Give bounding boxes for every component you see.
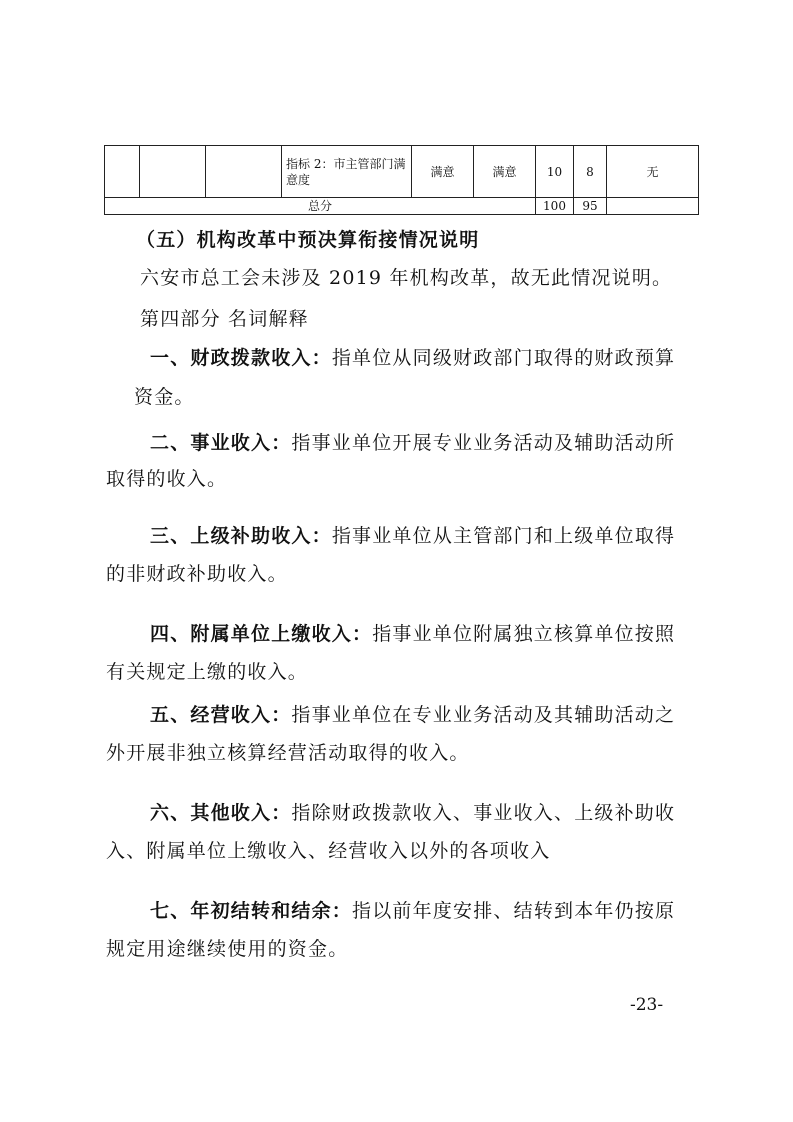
term-definition: 指单位从同级财政部门取得的财政预算: [331, 347, 676, 369]
note-cell: 无: [607, 146, 699, 198]
weight-cell: 10: [536, 146, 574, 198]
term-continuation: 有关规定上缴的收入。: [106, 661, 309, 683]
score-cell: 8: [574, 146, 607, 198]
term-entry: [150, 622, 675, 646]
total-label: 总分: [105, 198, 536, 215]
term-entry: [150, 899, 675, 923]
table-cell: [140, 146, 206, 198]
performance-table: [104, 145, 699, 215]
actual-value-cell: 满意: [474, 146, 536, 198]
table-cell: [105, 146, 140, 198]
term-continuation: 的非财政补助收入。: [106, 563, 288, 585]
term-title: 一、财政拨款收入：: [150, 347, 332, 369]
term-continuation: 资金。: [134, 386, 195, 408]
term-title: 二、事业收入：: [150, 432, 292, 454]
term-continuation: 规定用途继续使用的资金。: [106, 938, 349, 960]
term-definition: 指以前年度安排、结转到本年仍按原: [352, 900, 676, 922]
total-note: [607, 198, 699, 215]
section5-heading: （五）机构改革中预决算衔接情况说明: [136, 229, 480, 251]
term-definition: 指事业单位开展专业业务活动及辅助活动所: [291, 432, 676, 454]
term-continuation: 外开展非独立核算经营活动取得的收入。: [106, 742, 470, 764]
table-cell: [206, 146, 282, 198]
total-row: [105, 198, 699, 215]
term-entry: [150, 524, 675, 548]
term-entry: [150, 431, 675, 455]
indicator-cell: 指标 2：市主管部门满意度: [282, 146, 412, 198]
section5-text: 六安市总工会未涉及 2019 年机构改革，故无此情况说明。: [140, 267, 673, 289]
term-title: 六、其他收入：: [150, 802, 292, 824]
term-title: 五、经营收入：: [150, 704, 292, 726]
term-title: 四、附属单位上缴收入：: [150, 623, 373, 645]
term-definition: 指事业单位附属独立核算单位按照: [372, 623, 676, 645]
term-continuation: 取得的收入。: [106, 468, 228, 490]
term-definition: 指事业单位从主管部门和上级单位取得: [331, 525, 676, 547]
term-entry: [150, 703, 675, 727]
term-continuation: 入、附属单位上缴收入、经营收入以外的各项收入: [106, 840, 551, 862]
term-entry: [150, 801, 675, 825]
term-title: 七、年初结转和结余：: [150, 900, 353, 922]
term-definition: 指事业单位在专业业务活动及其辅助活动之: [291, 704, 676, 726]
table-row: [105, 146, 699, 198]
part4-heading: 第四部分 名词解释: [140, 308, 309, 330]
term-definition: 指除财政拨款收入、事业收入、上级补助收: [291, 802, 676, 824]
total-weight: 100: [536, 198, 574, 215]
term-entry: [150, 346, 675, 370]
page-number: -23-: [630, 995, 664, 1015]
total-score: 95: [574, 198, 607, 215]
expected-value-cell: 满意: [412, 146, 474, 198]
term-title: 三、上级补助收入：: [150, 525, 332, 547]
